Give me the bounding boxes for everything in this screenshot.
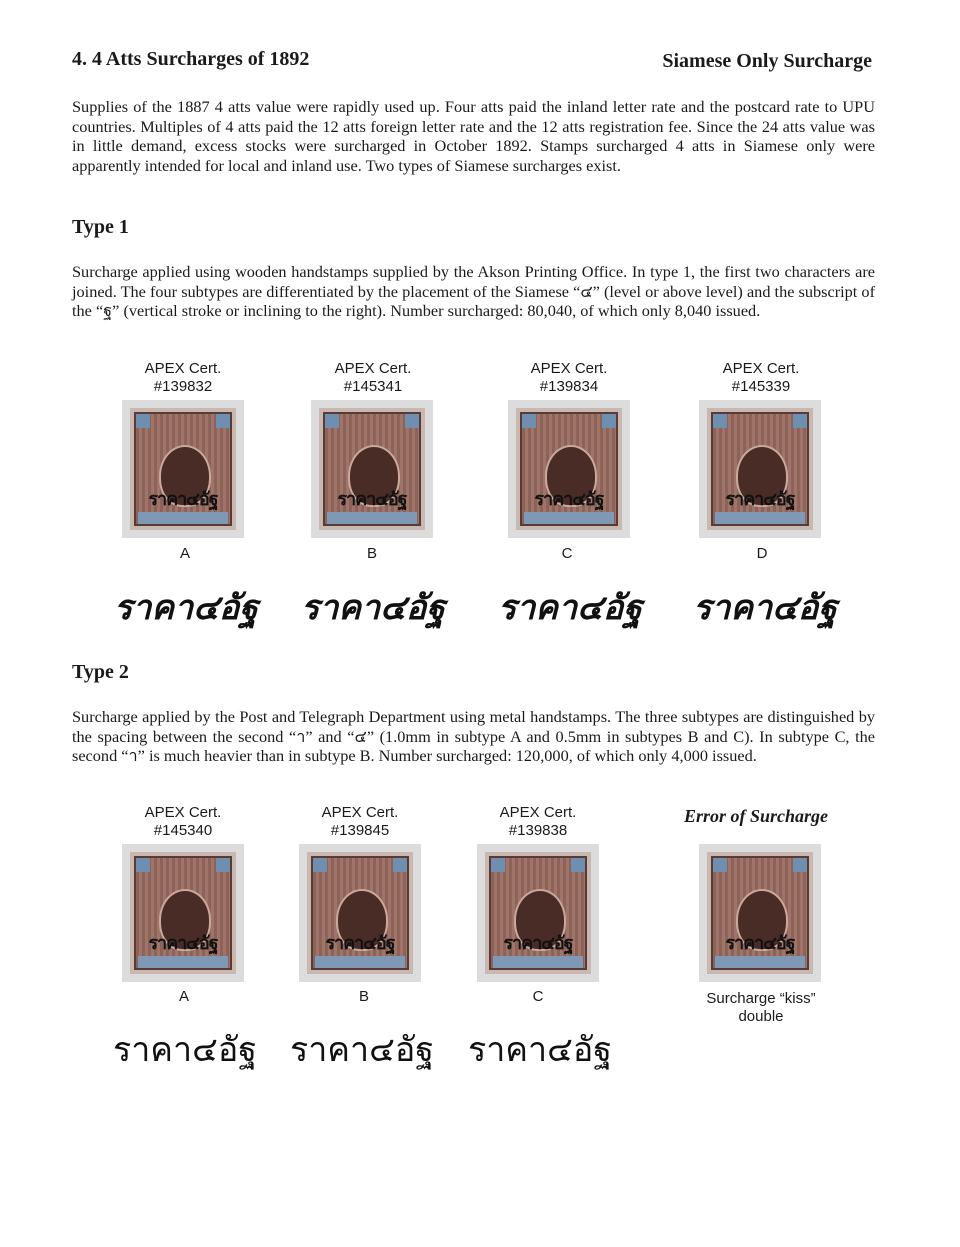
surcharge-handwriting: ราคา๔อัฐ [113, 588, 259, 628]
subtype-label: A [178, 988, 189, 1005]
surcharge-overprint: ราคา๔อัฐ [725, 488, 795, 510]
page-subject-heading: Siamese Only Surcharge [662, 50, 872, 72]
subtype-label: B [358, 988, 369, 1005]
subtype-label: A [179, 545, 190, 562]
surcharge-overprint: ราคา๔อัฐ [337, 488, 407, 510]
error-caption-line: double [738, 1008, 784, 1025]
cert-title: APEX Cert. [334, 360, 412, 377]
subtype-label: C [532, 988, 544, 1005]
error-caption [671, 990, 851, 1026]
error-caption-line: Surcharge “kiss” [706, 990, 816, 1007]
subtype-label: B [366, 545, 377, 562]
surcharge-overprint: ราคา๔อัฐ [534, 488, 604, 510]
type1-paragraph: Surcharge applied using wooden handstamps supplied by the Akson Printing Office. In type 1, the first two characters are joined. The four subtypes are differentiated by the placement of the Siamese “๔” (level or above level) and the subscript of the “ฐ” (vertical stroke or inclining to the right). Number surcharged: 80,040, of which only 8,040 issued. [72, 262, 875, 321]
stamp-image [130, 408, 236, 530]
subtype-label: C [561, 545, 573, 562]
surcharge-handwriting: ราคา๔อัฐ [497, 588, 643, 628]
surcharge-handwriting: ราคา๔อัฐ [289, 1030, 435, 1070]
surcharge-handwriting: ราคา๔อัฐ [112, 1030, 258, 1070]
cert-title: APEX Cert. [499, 804, 577, 821]
cert-title: APEX Cert. [144, 360, 222, 377]
type1-title: Type 1 [72, 216, 129, 238]
cert-number: #139845 [330, 822, 390, 839]
surcharge-overprint: ราคา๔อัฐ [503, 932, 573, 954]
cert-label [293, 360, 453, 396]
intro-paragraph: Supplies of the 1887 4 atts value were rapidly used up. Four atts paid the inland letter rate and the postcard rate to UPU countries. Multiples of 4 atts paid the 12 atts foreign letter rate and the 12 atts registration fee. Since the 24 atts value was in little demand, excess stocks were surcharged in October 1892. Stamps surcharged 4 atts in Siamese only were apparently intended for local and inland use. Two types of Siamese surcharges exist. [72, 97, 875, 175]
stamp-image [516, 408, 622, 530]
cert-number: #139832 [153, 378, 213, 395]
section-heading: 4. 4 Atts Surcharges of 1892 [72, 48, 310, 70]
stamp-image [485, 852, 591, 974]
cert-label [280, 804, 440, 840]
type2-title: Type 2 [72, 661, 129, 683]
cert-number: #145339 [731, 378, 791, 395]
cert-label [103, 360, 263, 396]
surcharge-overprint: ราคา๔อัฐ [325, 932, 395, 954]
cert-number: #139838 [508, 822, 568, 839]
surcharge-handwriting: ราคา๔อัฐ [692, 588, 838, 628]
cert-label [103, 804, 263, 840]
stamp-image [130, 852, 236, 974]
cert-title: APEX Cert. [321, 804, 399, 821]
cert-label [458, 804, 618, 840]
stamp-image [319, 408, 425, 530]
stamp-image [707, 408, 813, 530]
surcharge-overprint: ราคา๔อัฐ [148, 932, 218, 954]
cert-label [489, 360, 649, 396]
type2-paragraph: Surcharge applied by the Post and Telegraph Department using metal handstamps. The three subtypes are distinguished by the spacing between the second “า” and “๔” (1.0mm in subtype A and 0.5mm in subtypes B and C). In subtype C, the second “า” is much heavier than in subtype B. Number surcharged: 120,000, of which only 4,000 issued. [72, 707, 875, 766]
surcharge-overprint: ราคา๔อัฐ [148, 488, 218, 510]
cert-number: #139834 [539, 378, 599, 395]
cert-title: APEX Cert. [722, 360, 800, 377]
error-title: Error of Surcharge [683, 806, 829, 826]
cert-title: APEX Cert. [144, 804, 222, 821]
surcharge-overprint: ราคา๔อัฐ [725, 932, 795, 954]
stamp-image [707, 852, 813, 974]
cert-number: #145340 [153, 822, 213, 839]
surcharge-handwriting: ราคา๔อัฐ [300, 588, 446, 628]
cert-number: #145341 [343, 378, 403, 395]
stamp-image [307, 852, 413, 974]
cert-title: APEX Cert. [530, 360, 608, 377]
cert-label [681, 360, 841, 396]
subtype-label: D [756, 545, 768, 562]
surcharge-handwriting: ราคา๔อัฐ [467, 1030, 613, 1070]
